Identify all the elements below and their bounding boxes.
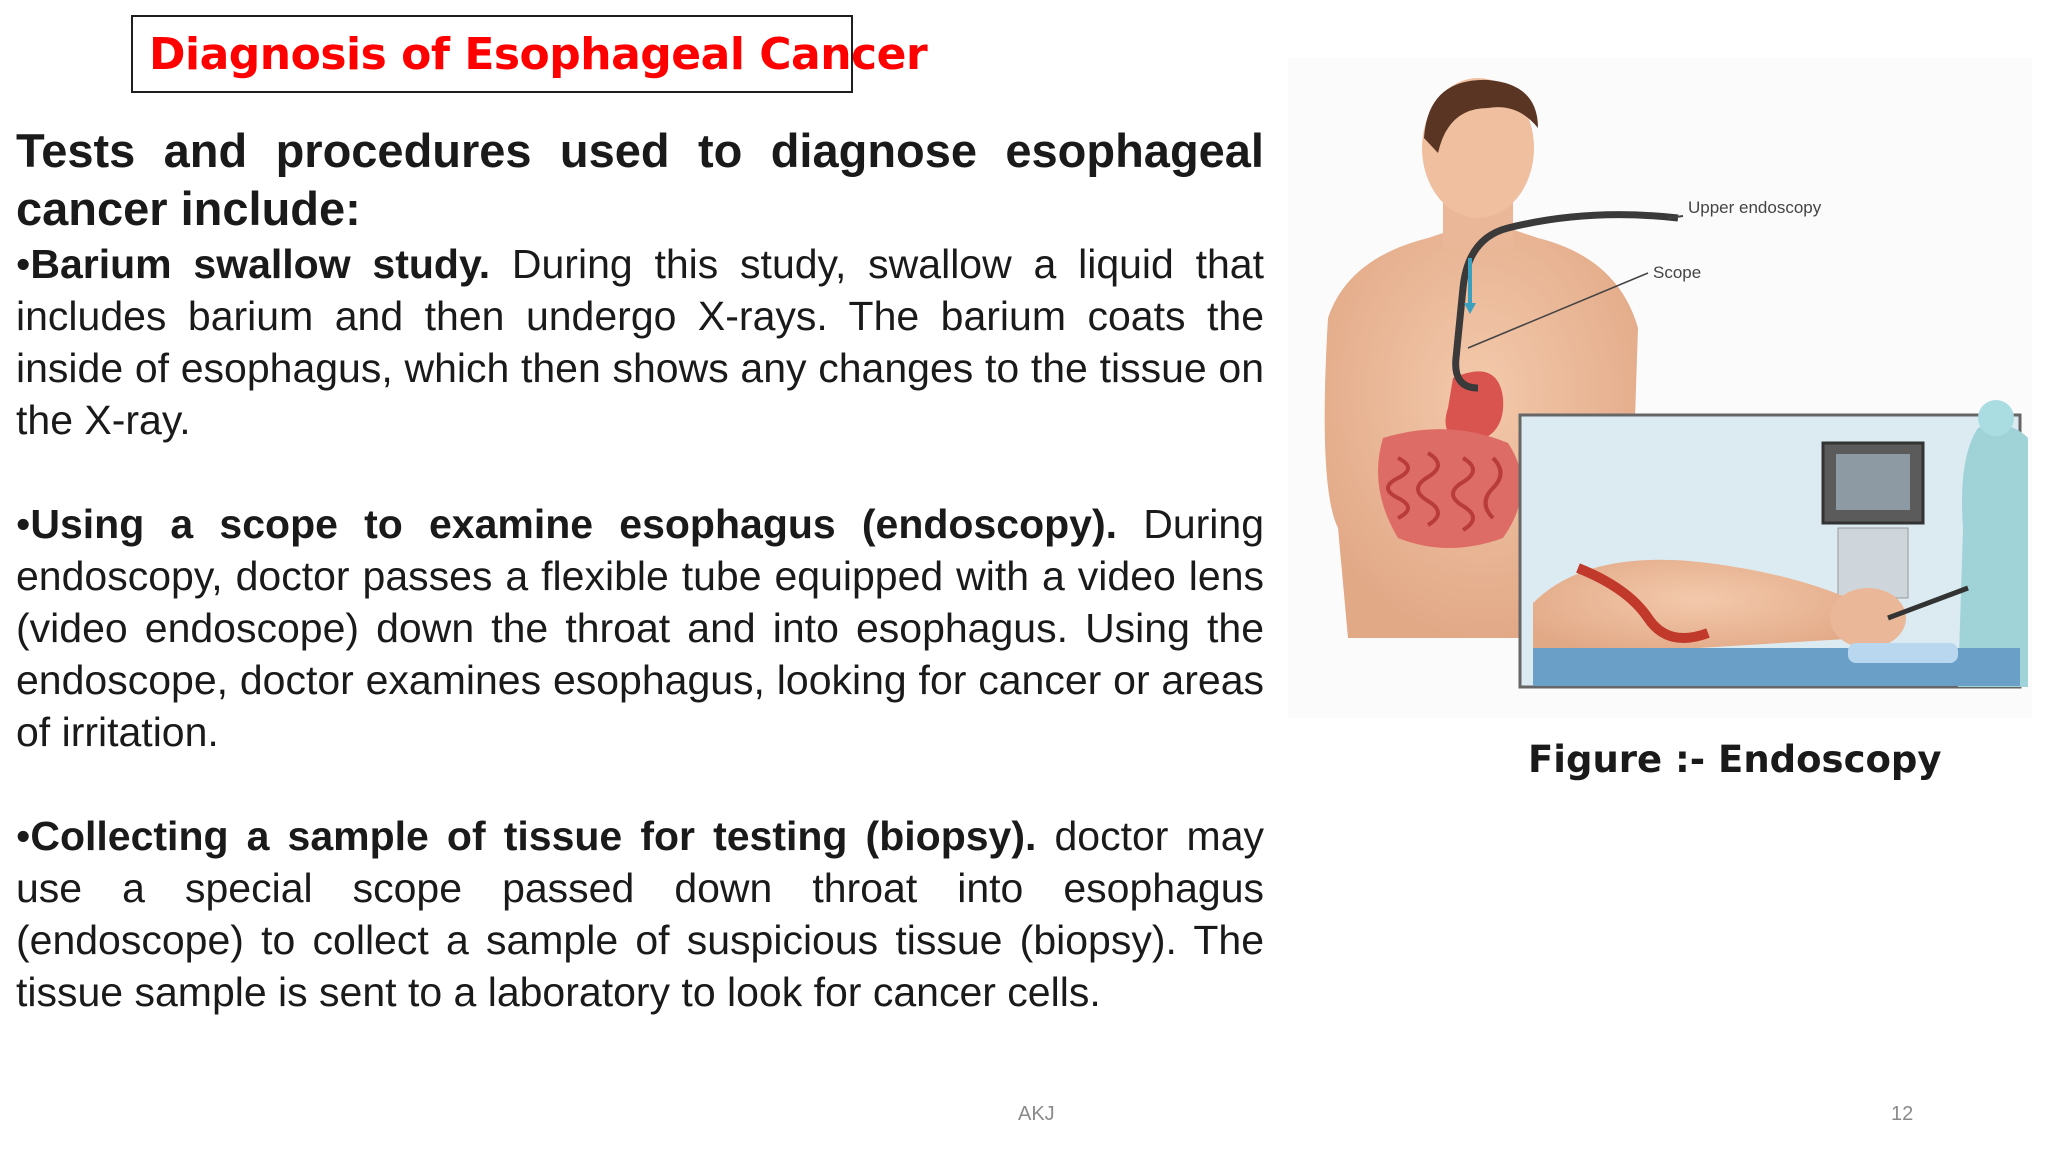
bullet: • [16,241,31,287]
item-lead: Using a scope to examine esophagus (endoscopy). [30,501,1118,547]
item-barium [16,238,1264,446]
figure-caption: Figure :- Endoscopy [1528,738,1942,781]
endoscopy-drawing [1288,58,2032,718]
content-column [16,122,1264,1018]
intestines [1378,429,1522,548]
slide-title: Diagnosis of Esophageal Cancer [149,29,928,80]
slide-number: 12 [1891,1103,1914,1125]
bullet: • [16,813,31,859]
item-text: doctor may use a special scope passed down throat into esophagus (endoscope) to collect a sample of suspicious tissue (biopsy). The tissue sample is sent to a laboratory to look for cancer cells. [16,813,1264,1015]
section-heading: Tests and procedures used to diagnose esophageal cancer include: [16,124,1264,235]
footer-author: AKJ [1018,1103,1055,1125]
doctor-figure [1958,425,2028,687]
endoscopy-illustration [1288,58,2032,718]
item-lead: Barium swallow study. [30,241,491,287]
label-scope: Scope [1653,263,1702,282]
bullet: • [16,501,31,547]
label-upper-endoscopy: Upper endoscopy [1688,198,1822,217]
item-text: During this study, swallow a liquid that includes barium and then undergo X-rays. The barium coats the inside of esophagus, which then shows any changes to the tissue on the X-ray. [16,241,1265,443]
item-biopsy [16,810,1264,1018]
item-endoscopy [16,498,1264,758]
item-lead: Collecting a sample of tissue for testing (biopsy). [30,813,1037,859]
title-box [131,15,928,93]
item-text: During endoscopy, doctor passes a flexible tube equipped with a video lens (video endoscope) down the throat and into esophagus. Using the endoscope, doctor examines esophagus, looking for cancer or areas of irritation. [16,501,1264,755]
